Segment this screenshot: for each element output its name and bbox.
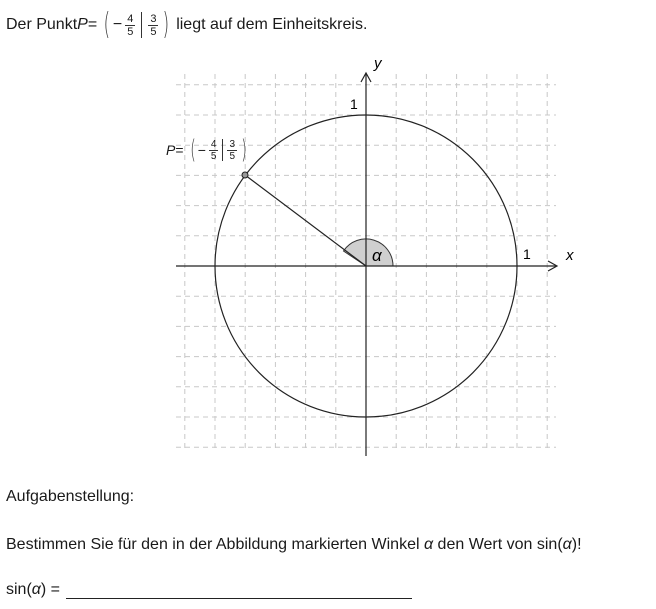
- point-label-separator: [222, 139, 223, 161]
- point-label-left-paren: (: [189, 135, 196, 165]
- right-paren: ): [163, 7, 170, 42]
- point-label-equals: =: [175, 142, 184, 158]
- y-numerator: 3: [150, 12, 157, 25]
- point-name: P: [77, 16, 88, 33]
- point-label-x-denominator: 5: [210, 150, 217, 162]
- point-label-x-numerator: 4: [210, 138, 217, 150]
- answer-blank-line[interactable]: [66, 584, 412, 599]
- y-tick-label-one: 1: [350, 96, 358, 112]
- x-sign: −: [112, 16, 123, 33]
- answer-suffix: ) =: [40, 581, 61, 598]
- x-numerator: 4: [127, 12, 134, 25]
- intro-prefix: Der Punkt: [6, 16, 78, 33]
- point-label-y-denominator: 5: [229, 150, 235, 162]
- point-p-label: [166, 137, 249, 163]
- point-label-name: P: [166, 142, 176, 158]
- point-label-y-fraction: [227, 139, 237, 162]
- task-text: [6, 536, 582, 554]
- section-title: Aufgabenstellung:: [6, 488, 135, 505]
- point-label-x-fraction: [209, 139, 219, 162]
- task-text-before: Bestimmen Sie für den in der Abbildung markierten Winkel: [6, 536, 424, 553]
- task-alpha: α: [423, 536, 434, 553]
- intro-suffix: liegt auf dem Einheitskreis.: [176, 16, 368, 33]
- task-text-after: den Wert von sin(: [433, 536, 563, 553]
- point-label-right-paren: ): [241, 135, 247, 165]
- answer-row: [6, 581, 412, 599]
- angle-label: α: [372, 246, 382, 265]
- x-tick-label-one: 1: [523, 246, 531, 262]
- intro-equals: =: [87, 16, 98, 33]
- y-denominator: 5: [150, 25, 157, 38]
- answer-alpha: α: [31, 581, 41, 598]
- answer-prefix: sin(: [6, 581, 32, 598]
- point-label-x-sign: −: [197, 142, 206, 158]
- angle-sector: [344, 239, 394, 266]
- point-label-y-numerator: 3: [229, 138, 235, 150]
- y-axis-label: y: [374, 55, 382, 72]
- task-text-end: )!: [571, 536, 582, 553]
- x-axis-label: x: [566, 247, 574, 264]
- left-paren: (: [103, 7, 111, 42]
- point-p-marker: [242, 172, 248, 178]
- x-denominator: 5: [127, 25, 134, 38]
- task-alpha-2: α: [562, 536, 572, 553]
- radius-to-p: [245, 175, 366, 266]
